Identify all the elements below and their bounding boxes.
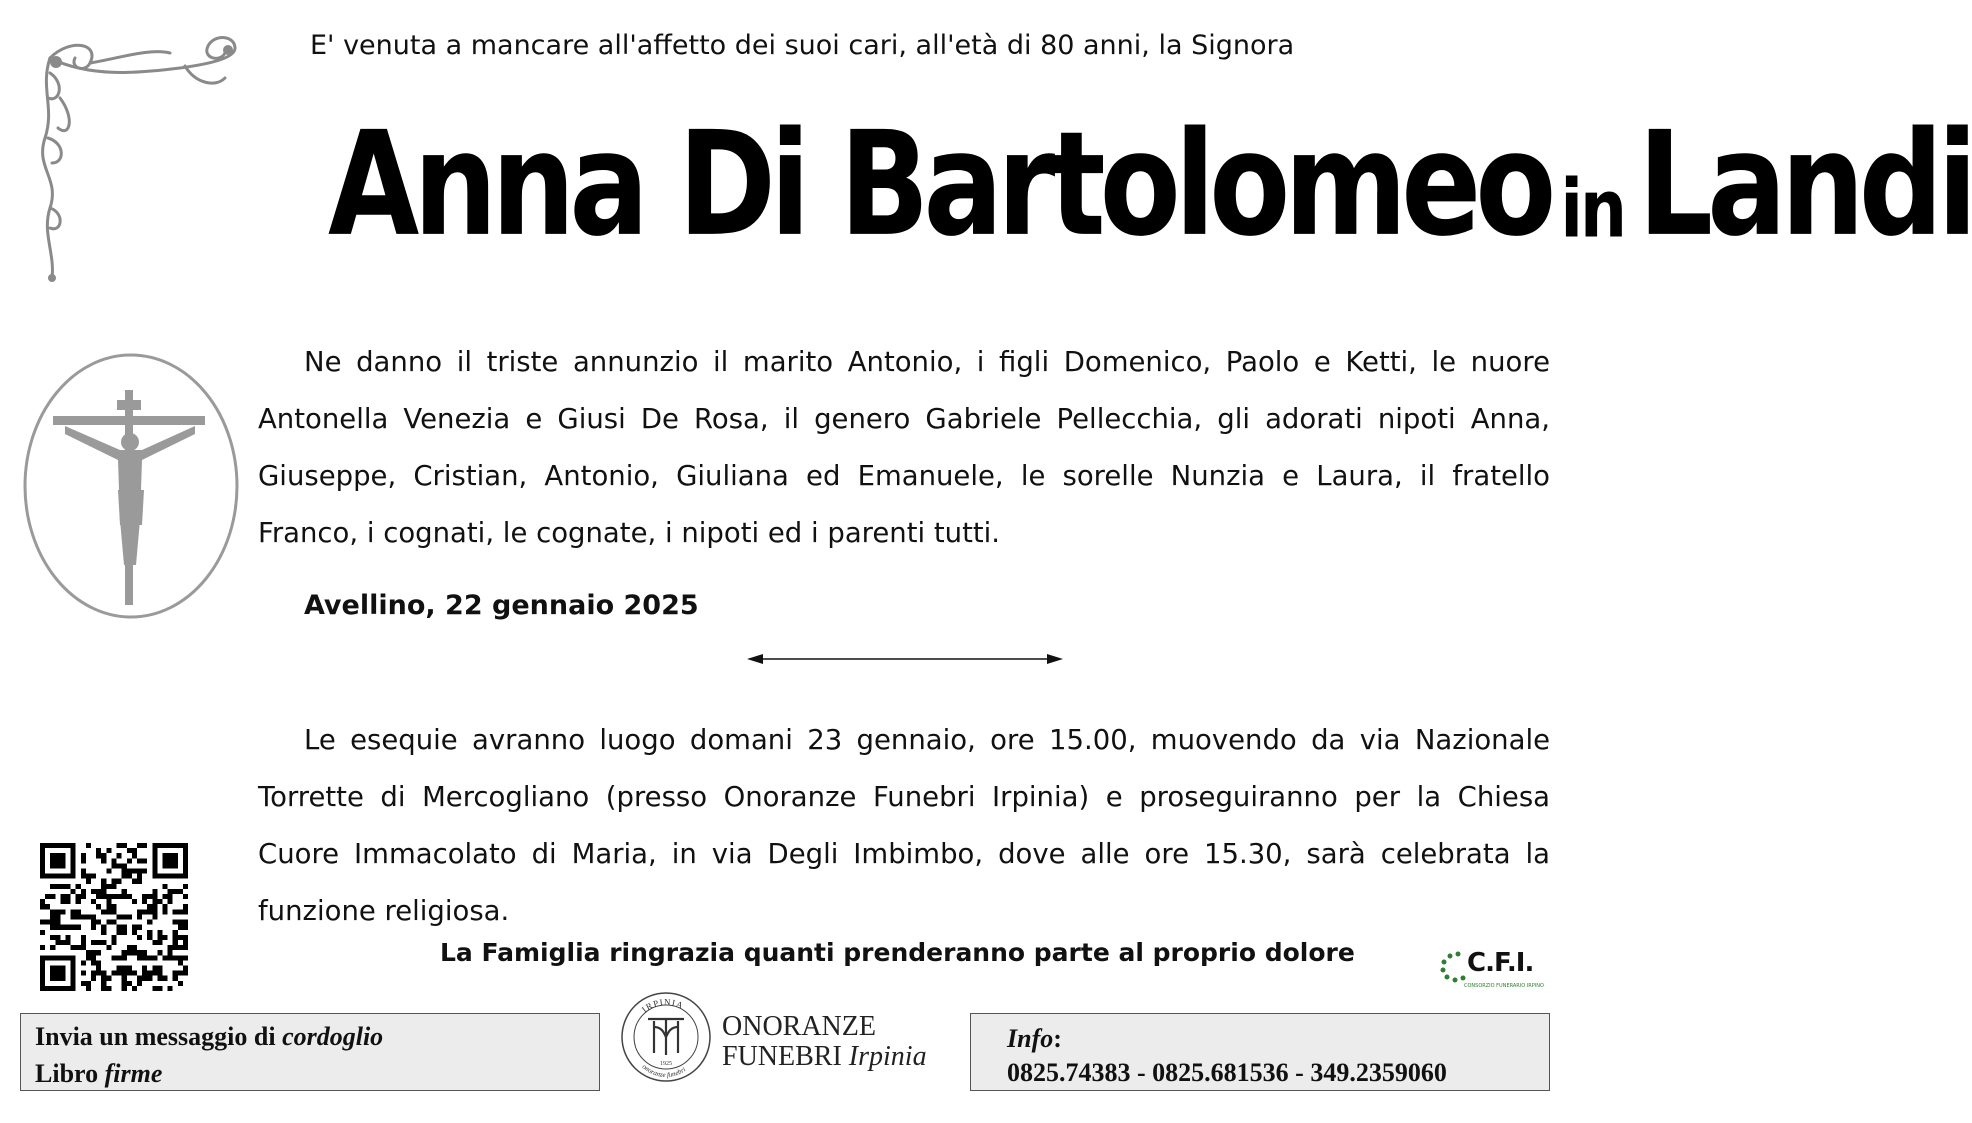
- condolence-link-label: Invia un messaggio di: [35, 1022, 283, 1051]
- seal-year: 1925: [660, 1061, 672, 1067]
- announcement-text: Ne danno il triste annunzio il marito Antonio, i figli Domenico, Paolo e Ketti, le nuore Antonella Venezia e Giusi De Rosa, il genero Gabriele Pellecchia, gli adorati nipoti Anna, Giuseppe, Cristian, Antonio, Giuliana ed Emanuele, le sorelle Nunzia e Laura, il fratello Franco, i cognati, le cognate, i nipoti ed i parenti tutti.: [258, 346, 1550, 549]
- funeral-paragraph: [258, 712, 1550, 940]
- agency-seal-icon: [620, 991, 712, 1083]
- info-label-line: [1007, 1022, 1549, 1056]
- cfi-logo-subtext: CONSORZIO FUNERARIO IRPINO: [1464, 983, 1544, 989]
- info-colon: :: [1053, 1024, 1062, 1053]
- info-box: [970, 1013, 1550, 1091]
- funeral-text: Le esequie avranno luogo domani 23 gennaio, ore 15.00, muovendo da via Nazionale Torrette di Mercogliano (presso Onoranze Funebri Irpinia) e proseguiranno per la Chiesa Cuore Immacolato di Maria, in via Degli Imbimbo, dove alle ore 15.30, sarà celebrata la funzione religiosa.: [258, 724, 1550, 927]
- corner-ornament-icon: [30, 28, 245, 288]
- cfi-dots-icon: [1440, 950, 1466, 984]
- place-date: Avellino, 22 gennaio 2025: [304, 590, 699, 621]
- info-phones: 0825.74383 - 0825.681536 - 349.2359060: [1007, 1058, 1447, 1087]
- info-label: Info: [1007, 1024, 1054, 1053]
- guestbook-link[interactable]: [35, 1055, 599, 1092]
- agency-name-line2: [722, 1042, 927, 1072]
- intro-text: E' venuta a mancare all'affetto dei suoi cari, all'età di 80 anni, la Signora: [310, 30, 1295, 61]
- announcement-paragraph: [258, 334, 1550, 562]
- double-arrow-divider-icon: [745, 649, 1065, 669]
- cfi-logo-text: C.F.I.: [1467, 948, 1534, 978]
- deceased-first-name: Anna Di Bartolomeo: [328, 99, 1551, 268]
- deceased-name: [328, 99, 1972, 288]
- condolence-link-emphasis: cordoglio: [282, 1022, 384, 1051]
- guestbook-link-emphasis: firme: [104, 1059, 163, 1088]
- agency-name-line2-emphasis: Irpinia: [848, 1041, 927, 1072]
- agency-name: [722, 1012, 927, 1072]
- condolence-link[interactable]: [35, 1018, 599, 1055]
- agency-name-line1: ONORANZE: [722, 1011, 876, 1042]
- seal-bottom-text: onoranze funebri: [640, 1062, 688, 1080]
- condolence-box[interactable]: [20, 1013, 600, 1091]
- cfi-logo: [1440, 948, 1544, 998]
- crucifix-icon: [20, 350, 242, 622]
- agency-name-line2-prefix: FUNEBRI: [722, 1041, 849, 1072]
- thanks-text: La Famiglia ringrazia quanti prenderanno parte al proprio dolore: [440, 938, 1355, 967]
- seal-top-text: IRPINIA: [639, 996, 686, 1015]
- qr-code-icon[interactable]: [40, 843, 188, 991]
- deceased-name-connector: in: [1560, 162, 1624, 256]
- deceased-last-name: Landi: [1637, 99, 1972, 268]
- guestbook-link-label: Libro: [35, 1059, 105, 1088]
